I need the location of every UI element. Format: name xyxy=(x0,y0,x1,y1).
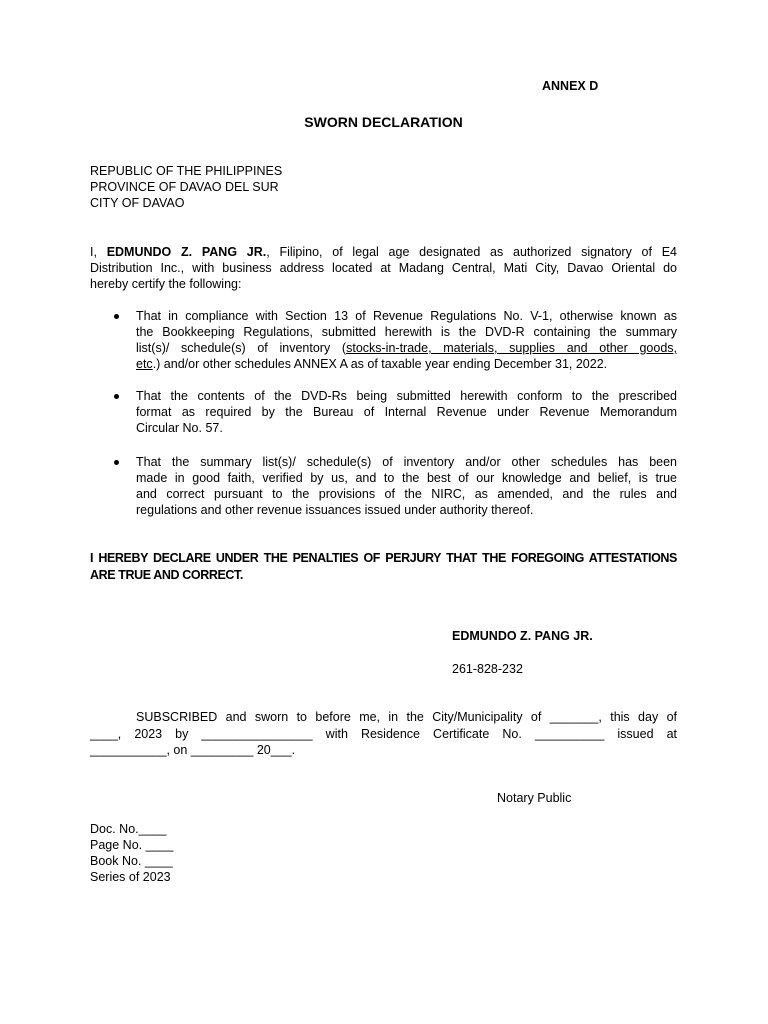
bullet-line xyxy=(136,356,677,372)
intro-line xyxy=(90,244,677,260)
bullet-text: list(s)/ schedule(s) of inventory ( xyxy=(136,341,347,355)
page-number: Page No. ____ xyxy=(90,838,174,852)
venue-line: CITY OF DAVAO xyxy=(90,196,185,210)
bullet-line: Circular No. 57. xyxy=(136,421,223,435)
bullet-icon xyxy=(114,394,119,399)
annex-label: ANNEX D xyxy=(542,79,599,93)
bullet-line: format as required by the Bureau of Internal Revenue under Revenue Memorandum xyxy=(136,405,677,419)
bullet-line: That the summary list(s)/ schedule(s) of inventory and/or other schedules has been xyxy=(136,455,677,469)
bullet-item xyxy=(136,454,677,518)
bullet-line: That the contents of the DVD-Rs being submitted herewith conform to the prescribed xyxy=(136,389,677,403)
declaration-line: ARE TRUE AND CORRECT. xyxy=(90,568,243,582)
jurat-line: SUBSCRIBED and sworn to before me, in the City/Municipality of _______, this day of xyxy=(136,710,677,724)
bullet-item xyxy=(136,388,677,436)
declaration-line: I HEREBY DECLARE UNDER THE PENALTIES OF PERJURY THAT THE FOREGOING ATTESTATIONS xyxy=(90,551,677,565)
declarant-name: EDMUNDO Z. PANG JR. xyxy=(106,245,267,259)
bullet-line: made in good faith, verified by us, and to the best of our knowledge and belief, is true xyxy=(136,471,677,485)
venue-block xyxy=(90,163,677,211)
intro-line: hereby certify the following: xyxy=(90,277,242,291)
underlined-text: etc xyxy=(136,357,153,371)
notarial-record xyxy=(90,821,677,885)
intro-line: Distribution Inc., with business address located at Madang Central, Mati City, Davao Oriental do xyxy=(90,261,677,275)
bullet-icon xyxy=(114,314,119,319)
bullet-text: .) and/or other schedules ANNEX A as of taxable year ending December 31, 2022. xyxy=(152,357,608,371)
signatory-name: EDMUNDO Z. PANG JR. xyxy=(452,629,593,643)
intro-text: I, xyxy=(90,245,107,259)
jurat-line: ___________, on _________ 20___. xyxy=(90,743,296,757)
bullet-line: the Bookkeeping Regulations, submitted herewith is the DVD-R containing the summary xyxy=(136,325,677,339)
doc-number: Doc. No.____ xyxy=(90,822,167,836)
notary-public-label: Notary Public xyxy=(497,791,572,805)
document-title: SWORN DECLARATION xyxy=(304,114,463,130)
bullet-icon xyxy=(114,460,119,465)
intro-text: , Filipino, of legal age designated as authorized signatory of E4 xyxy=(266,245,678,259)
signatory-number: 261-828-232 xyxy=(452,662,523,676)
venue-line: REPUBLIC OF THE PHILIPPINES xyxy=(90,164,283,178)
bullet-line: and correct pursuant to the provisions of the NIRC, as amended, and the rules and xyxy=(136,487,677,501)
series-year: Series of 2023 xyxy=(90,870,171,884)
jurat-line: ____, 2023 by ________________ with Residence Certificate No. __________ issued at xyxy=(90,726,677,741)
perjury-declaration xyxy=(90,550,677,584)
venue-line: PROVINCE OF DAVAO DEL SUR xyxy=(90,180,279,194)
underlined-text: stocks-in-trade, materials, supplies and other goods, xyxy=(346,341,678,355)
intro-paragraph xyxy=(90,244,677,292)
bullet-item xyxy=(136,308,677,372)
bullet-line xyxy=(136,340,677,356)
bullet-line: regulations and other revenue issuances issued under authority thereof. xyxy=(136,503,534,517)
jurat-paragraph xyxy=(90,709,677,759)
book-number: Book No. ____ xyxy=(90,854,173,868)
bullet-line: That in compliance with Section 13 of Revenue Regulations No. V-1, otherwise known as xyxy=(136,309,677,323)
